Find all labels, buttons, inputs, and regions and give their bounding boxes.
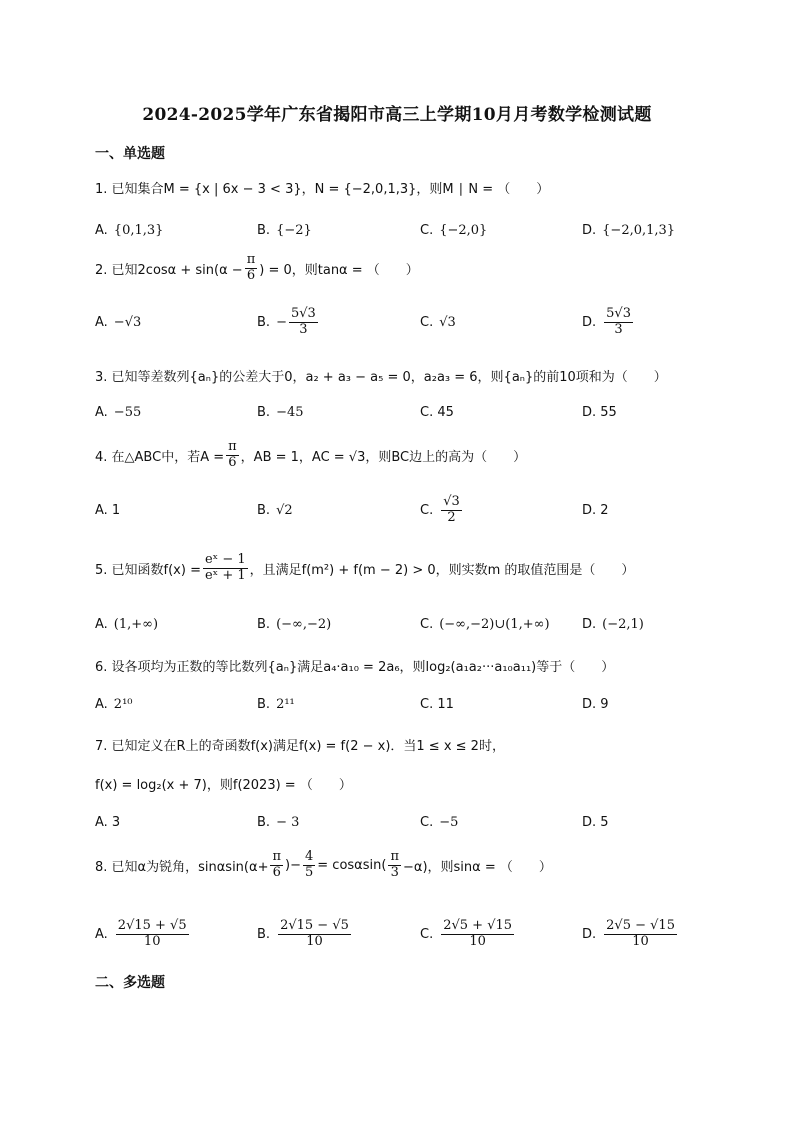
fraction: $\frac{\pi}{3}$ [390, 849, 399, 880]
question-2-stem: 2. 已知2cosα + sin(α − $\frac{\pi}{6}$ ) = 0，则tanα = （ ） [95, 252, 419, 283]
q1-option-c[interactable]: C. {−2,0} [420, 222, 488, 238]
q4-option-b[interactable]: B. √2 [257, 502, 293, 518]
q2-option-d[interactable]: D. $\frac{5√3}{3}$ [582, 305, 631, 337]
page-title: 2024-2025学年广东省揭阳市高三上学期10月月考数学检测试题 [142, 105, 652, 125]
section-multiple-choice: 二、多选题 [95, 975, 165, 991]
q6-option-d[interactable]: D. 9 [582, 696, 609, 712]
section-single-choice: 一、单选题 [95, 146, 165, 162]
q5-option-b[interactable]: B. (−∞,−2) [257, 616, 332, 632]
q4-option-c[interactable]: C. $\frac{√3}{2}$ [420, 493, 460, 525]
fraction: $\frac{\pi}{6}$ [246, 252, 256, 283]
q1-option-d[interactable]: D. {−2,0,1,3} [582, 222, 676, 238]
q3-option-b[interactable]: B. −45 [257, 404, 304, 420]
q8-option-c[interactable]: C. $\frac{2√5 + √15}{10}$ [420, 917, 513, 949]
fraction: $\frac{\text{eˣ − 1}}{\text{eˣ + 1}}$ [204, 552, 246, 583]
question-3-stem: 3. 已知等差数列{aₙ}的公差大于0，a₂ + a₃ − a₅ = 0，a₂a₃ = 6，则{aₙ}的前10项和为（ ） [95, 370, 667, 385]
q3-option-a[interactable]: A. −55 [95, 404, 142, 420]
q3-option-d[interactable]: D. 55 [582, 404, 617, 420]
q6-option-a[interactable]: A. 2¹⁰ [95, 696, 133, 712]
question-4-stem: 4. 在△ABC中，若A = $\frac{\pi}{6}$ ，AB = 1，AC = √3，则BC边上的高为（ ） [95, 439, 527, 470]
question-7-stem-line2: f(x) = log₂(x + 7)，则f(2023) = （ ） [95, 778, 352, 793]
q7-option-d[interactable]: D. 5 [582, 814, 609, 830]
q4-option-d[interactable]: D. 2 [582, 502, 609, 518]
fraction: $\frac{\pi}{6}$ [228, 439, 237, 470]
q8-option-d[interactable]: D. $\frac{2√5 - √15}{10}$ [582, 917, 675, 949]
question-1-stem: 1. 已知集合M = {x | 6x − 3 < 3}，N = {−2,0,1,3}，则M ∣ N = （ ） [95, 182, 550, 197]
q5-option-d[interactable]: D. (−2,1) [582, 616, 644, 632]
q3-option-c[interactable]: C. 45 [420, 404, 454, 420]
q7-option-b[interactable]: B. − 3 [257, 814, 300, 830]
question-6-stem: 6. 设各项均为正数的等比数列{aₙ}满足a₄·a₁₀ = 2a₆，则log₂(a₁a₂···a₁₀a₁₁)等于（ ） [95, 660, 615, 675]
question-8-options [95, 912, 735, 956]
q6-option-b[interactable]: B. 2¹¹ [257, 696, 295, 712]
question-4-options [95, 488, 735, 532]
question-1-options [95, 208, 735, 252]
q4-option-a[interactable]: A. 1 [95, 502, 121, 518]
q8-option-b[interactable]: B. $\frac{2√15 - √5}{10}$ [257, 917, 349, 949]
question-8-stem: 8. 已知α为锐角，sinαsin(α+ $\frac{\pi}{6}$ )− $\frac{4}{5}$ = cosαsin( $\frac{\pi}{3}$ −α)，则sinα = （ ） [95, 849, 552, 880]
fraction: $\frac{4}{5}$ [304, 849, 314, 880]
question-5-stem: 5. 已知函数f(x) = $\frac{\text{eˣ − 1}}{\text{eˣ + 1}}$ ，且满足f(m²) + f(m − 2) > 0，则实数m 的取值范围是（ ） [95, 552, 635, 583]
q5-option-a[interactable]: A. (1,+∞) [95, 616, 159, 632]
question-2-options [95, 300, 735, 344]
question-7-options [95, 800, 735, 844]
q7-option-a[interactable]: A. 3 [95, 814, 121, 830]
q2-option-c[interactable]: C. √3 [420, 314, 456, 330]
q8-option-a[interactable]: A. $\frac{2√15 + √5}{10}$ [95, 917, 187, 949]
q1-option-b[interactable]: B. {−2} [257, 222, 312, 238]
q7-option-c[interactable]: C. −5 [420, 814, 459, 830]
q2-option-a[interactable]: A. −√3 [95, 314, 142, 330]
question-7-stem-line1: 7. 已知定义在R上的奇函数f(x)满足f(x) = f(2 − x)．当1 ≤ x ≤ 2时， [95, 739, 505, 754]
q1-option-a[interactable]: A. {0,1,3} [95, 222, 164, 238]
q2-option-b[interactable]: B. − $\frac{5√3}{3}$ [257, 305, 316, 337]
question-3-options [95, 390, 735, 434]
q6-option-c[interactable]: C. 11 [420, 696, 454, 712]
q5-option-c[interactable]: C. (−∞,−2)∪(1,+∞) [420, 616, 550, 632]
fraction: $\frac{\pi}{6}$ [272, 849, 282, 880]
question-6-options [95, 682, 735, 726]
question-5-options [95, 602, 735, 646]
